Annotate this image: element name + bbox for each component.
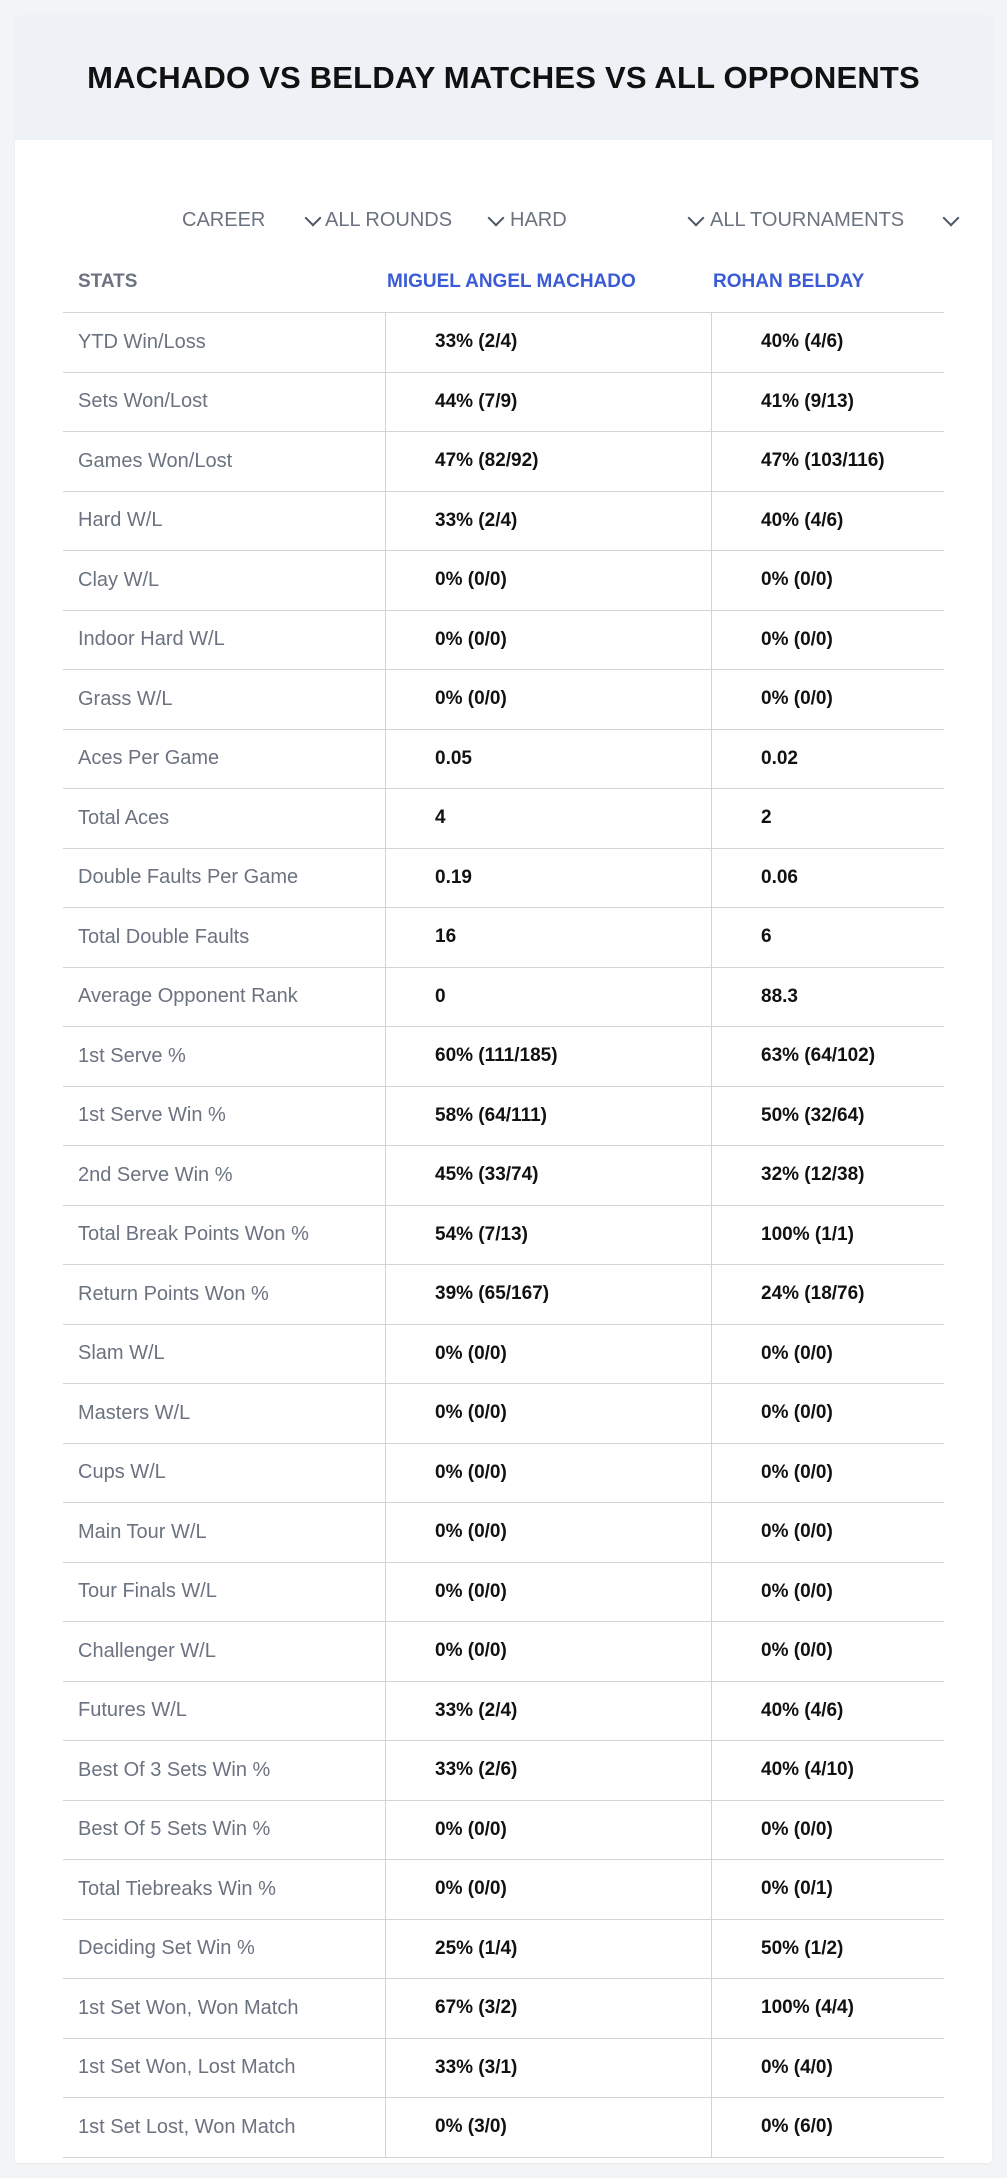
round-select-value: ALL ROUNDS xyxy=(325,208,453,231)
player2-value: 24% (18/76) xyxy=(761,1283,865,1305)
chevron-down-icon xyxy=(943,210,960,227)
player1-value: 47% (82/92) xyxy=(435,450,539,472)
table-row xyxy=(63,1979,944,2039)
column-header-stats: STATS xyxy=(78,270,138,292)
period-select-value: CAREER xyxy=(182,208,266,231)
round-select[interactable] xyxy=(325,190,505,250)
surface-select[interactable] xyxy=(510,190,705,250)
column-header-player2[interactable]: ROHAN BELDAY xyxy=(713,270,865,292)
player1-value: 33% (2/4) xyxy=(435,509,518,531)
player2-value: 0% (0/0) xyxy=(761,1521,833,1543)
player2-value: 0% (0/0) xyxy=(761,1580,833,1602)
player1-value: 45% (33/74) xyxy=(435,1164,539,1186)
stat-label: Tour Finals W/L xyxy=(78,1580,217,1603)
chevron-down-icon xyxy=(488,210,505,227)
player1-value: 4 xyxy=(435,807,446,829)
player2-value: 0.02 xyxy=(761,747,798,769)
table-row xyxy=(63,1741,944,1801)
player2-value: 0% (0/0) xyxy=(761,688,833,710)
column-divider xyxy=(385,313,386,2158)
table-row xyxy=(63,849,944,909)
column-header-player1[interactable]: MIGUEL ANGEL MACHADO xyxy=(387,270,636,292)
player2-value: 88.3 xyxy=(761,985,798,1007)
player2-value: 40% (4/10) xyxy=(761,1759,854,1781)
chevron-down-icon xyxy=(305,210,322,227)
table-row xyxy=(63,1146,944,1206)
player1-value: 0.19 xyxy=(435,866,472,888)
player1-value: 16 xyxy=(435,926,457,948)
table-row xyxy=(63,1027,944,1087)
table-row xyxy=(63,1860,944,1920)
table-row xyxy=(63,1087,944,1147)
player2-value: 50% (1/2) xyxy=(761,1937,844,1959)
table-row xyxy=(63,730,944,790)
table-row xyxy=(63,968,944,1028)
stat-label: YTD Win/Loss xyxy=(78,330,206,353)
player2-value: 0% (0/0) xyxy=(761,1402,833,1424)
player2-value: 40% (4/6) xyxy=(761,1699,844,1721)
stat-label: 1st Set Won, Won Match xyxy=(78,1996,299,2019)
stat-label: Deciding Set Win % xyxy=(78,1937,255,1960)
stat-label: Total Double Faults xyxy=(78,925,250,948)
stat-label: Total Break Points Won % xyxy=(78,1223,309,1246)
player1-value: 39% (65/167) xyxy=(435,1283,550,1305)
player1-value: 0% (0/0) xyxy=(435,1521,507,1543)
player1-value: 0% (0/0) xyxy=(435,1580,507,1602)
player2-value: 63% (64/102) xyxy=(761,1045,876,1067)
chevron-down-icon xyxy=(688,210,705,227)
player1-value: 44% (7/9) xyxy=(435,390,518,412)
player2-value: 40% (4/6) xyxy=(761,331,844,353)
player1-value: 60% (111/185) xyxy=(435,1045,558,1067)
table-header xyxy=(63,251,944,313)
player1-value: 0.05 xyxy=(435,747,472,769)
card-header xyxy=(15,15,992,140)
table-row xyxy=(63,432,944,492)
table-row xyxy=(63,1265,944,1325)
player2-value: 0% (0/0) xyxy=(761,1342,833,1364)
table-row xyxy=(63,1920,944,1980)
stat-label: Total Aces xyxy=(78,806,170,829)
player1-value: 33% (2/4) xyxy=(435,1699,518,1721)
player1-value: 0% (0/0) xyxy=(435,1342,507,1364)
player2-value: 47% (103/116) xyxy=(761,450,885,472)
table-row xyxy=(63,373,944,433)
stat-label: Grass W/L xyxy=(78,687,173,710)
player1-value: 33% (3/1) xyxy=(435,2056,518,2078)
stat-label: Slam W/L xyxy=(78,1342,165,1365)
tournament-select[interactable] xyxy=(710,190,960,250)
stat-label: Aces Per Game xyxy=(78,747,220,770)
stat-label: 1st Serve Win % xyxy=(78,1104,226,1127)
stat-label: Challenger W/L xyxy=(78,1639,216,1662)
stat-label: Main Tour W/L xyxy=(78,1520,207,1543)
stats-table xyxy=(63,251,944,2158)
stat-label: Masters W/L xyxy=(78,1401,191,1424)
player2-value: 0.06 xyxy=(761,866,798,888)
table-row xyxy=(63,492,944,552)
stat-label: Indoor Hard W/L xyxy=(78,628,225,651)
stat-label: Best Of 3 Sets Win % xyxy=(78,1758,271,1781)
table-row xyxy=(63,670,944,730)
player1-value: 0% (0/0) xyxy=(435,688,507,710)
table-row xyxy=(63,551,944,611)
player1-value: 58% (64/111) xyxy=(435,1104,547,1126)
player1-value: 67% (3/2) xyxy=(435,1997,518,2019)
table-row xyxy=(63,1622,944,1682)
player1-value: 0% (0/0) xyxy=(435,628,507,650)
player1-value: 0% (0/0) xyxy=(435,1640,507,1662)
player1-value: 0% (0/0) xyxy=(435,1818,507,1840)
player1-value: 0% (3/0) xyxy=(435,2116,507,2138)
player1-value: 0% (0/0) xyxy=(435,1402,507,1424)
table-row xyxy=(63,1206,944,1266)
table-row xyxy=(63,2098,944,2158)
player2-value: 0% (0/0) xyxy=(761,1640,833,1662)
player2-value: 40% (4/6) xyxy=(761,509,844,531)
player2-value: 6 xyxy=(761,926,772,948)
player2-value: 50% (32/64) xyxy=(761,1104,865,1126)
table-row xyxy=(63,789,944,849)
table-row xyxy=(63,1801,944,1861)
player2-value: 0% (0/1) xyxy=(761,1878,833,1900)
player2-value: 0% (0/0) xyxy=(761,1461,833,1483)
table-row xyxy=(63,908,944,968)
stat-label: Double Faults Per Game xyxy=(78,866,299,889)
surface-select-value: HARD xyxy=(510,208,567,231)
player2-value: 41% (9/13) xyxy=(761,390,854,412)
stat-label: Average Opponent Rank xyxy=(78,985,298,1008)
table-row xyxy=(63,1325,944,1385)
player2-value: 100% (4/4) xyxy=(761,1997,854,2019)
player1-value: 25% (1/4) xyxy=(435,1937,518,1959)
player2-value: 0% (6/0) xyxy=(761,2116,833,2138)
player1-value: 33% (2/4) xyxy=(435,331,518,353)
player1-value: 0 xyxy=(435,985,446,1007)
table-row xyxy=(63,1503,944,1563)
page-title: MACHADO VS BELDAY MATCHES VS ALL OPPONENTS xyxy=(87,59,920,95)
player2-value: 100% (1/1) xyxy=(761,1223,854,1245)
player2-value: 0% (0/0) xyxy=(761,628,833,650)
table-row xyxy=(63,2039,944,2099)
player2-value: 0% (0/0) xyxy=(761,569,833,591)
column-divider xyxy=(711,313,712,2158)
table-row xyxy=(63,313,944,373)
table-row xyxy=(63,611,944,671)
tournament-select-value: ALL TOURNAMENTS xyxy=(710,208,905,231)
filter-bar xyxy=(15,190,992,250)
stat-label: Futures W/L xyxy=(78,1699,187,1722)
table-row xyxy=(63,1384,944,1444)
stat-label: Return Points Won % xyxy=(78,1282,269,1305)
player2-value: 0% (0/0) xyxy=(761,1818,833,1840)
player2-value: 32% (12/38) xyxy=(761,1164,865,1186)
stats-card xyxy=(15,15,992,2163)
stat-label: Cups W/L xyxy=(78,1461,166,1484)
player1-value: 0% (0/0) xyxy=(435,1878,507,1900)
player1-value: 33% (2/6) xyxy=(435,1759,518,1781)
stat-label: Games Won/Lost xyxy=(78,449,233,472)
stat-label: 1st Serve % xyxy=(78,1044,186,1067)
table-body xyxy=(63,313,944,2158)
table-row xyxy=(63,1444,944,1504)
player1-value: 0% (0/0) xyxy=(435,1461,507,1483)
table-row xyxy=(63,1682,944,1742)
stat-label: Clay W/L xyxy=(78,568,160,591)
stat-label: 1st Set Lost, Won Match xyxy=(78,2115,296,2138)
stat-label: Hard W/L xyxy=(78,509,163,532)
period-select[interactable] xyxy=(182,190,322,250)
stat-label: Sets Won/Lost xyxy=(78,390,208,413)
stat-label: 2nd Serve Win % xyxy=(78,1163,233,1186)
player2-value: 2 xyxy=(761,807,772,829)
stat-label: Total Tiebreaks Win % xyxy=(78,1877,276,1900)
stat-label: 1st Set Won, Lost Match xyxy=(78,2056,296,2079)
player2-value: 0% (4/0) xyxy=(761,2056,833,2078)
table-row xyxy=(63,1563,944,1623)
player1-value: 0% (0/0) xyxy=(435,569,507,591)
player1-value: 54% (7/13) xyxy=(435,1223,528,1245)
stat-label: Best Of 5 Sets Win % xyxy=(78,1818,271,1841)
